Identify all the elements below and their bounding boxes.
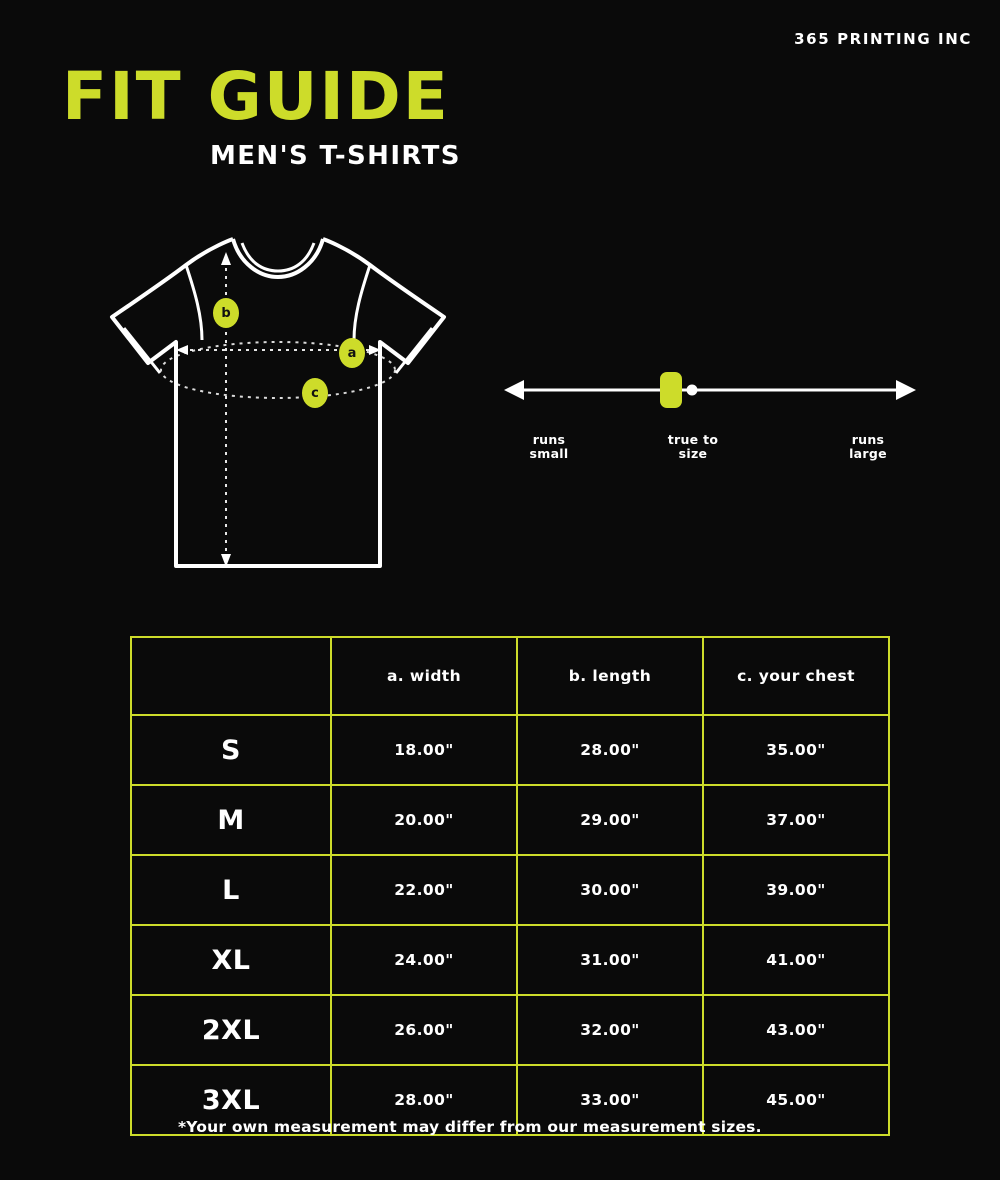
tshirt-diagram — [90, 220, 490, 590]
row-size: S — [131, 715, 331, 785]
row-length: 32.00" — [517, 995, 703, 1065]
fit-scale-label-runs-large-line2: large — [849, 446, 887, 462]
table-header-row — [131, 637, 889, 715]
size-chart — [130, 636, 890, 1136]
badge-a-width: a — [339, 338, 365, 368]
row-width: 22.00" — [331, 855, 517, 925]
row-width: 18.00" — [331, 715, 517, 785]
fit-scale-marker — [660, 372, 682, 408]
fit-scale-label-runs-small-line2: small — [529, 446, 569, 462]
fit-scale-label-true-line1: true to — [667, 432, 719, 447]
fit-scale-label-runs-small-line1: runs — [532, 432, 566, 447]
row-width: 28.00" — [331, 1065, 517, 1135]
fit-scale-dot — [687, 385, 698, 396]
row-width: 26.00" — [331, 995, 517, 1065]
row-chest: 43.00" — [703, 995, 889, 1065]
page-subtitle: MEN'S T-SHIRTS — [210, 141, 461, 171]
row-size: 3XL — [131, 1065, 331, 1135]
row-chest: 35.00" — [703, 715, 889, 785]
row-size: 2XL — [131, 995, 331, 1065]
row-width: 20.00" — [331, 785, 517, 855]
row-length: 31.00" — [517, 925, 703, 995]
fit-scale-label-true-line2: size — [678, 446, 708, 462]
row-length: 30.00" — [517, 855, 703, 925]
badge-b-length: b — [213, 298, 239, 328]
row-length: 28.00" — [517, 715, 703, 785]
table-row — [131, 995, 889, 1065]
table-header-chest: c. your chest — [703, 637, 889, 715]
fit-scale-label-runs-large — [823, 433, 913, 462]
table-header-width: a. width — [331, 637, 517, 715]
table-header-length: b. length — [517, 637, 703, 715]
fit-scale-label-runs-large-line1: runs — [851, 432, 885, 447]
table-row — [131, 785, 889, 855]
table-row — [131, 715, 889, 785]
page-title: FIT GUIDE — [62, 58, 450, 135]
table-row — [131, 855, 889, 925]
fit-scale-axis — [500, 355, 920, 425]
row-size: L — [131, 855, 331, 925]
row-length: 33.00" — [517, 1065, 703, 1135]
row-width: 24.00" — [331, 925, 517, 995]
fit-scale — [500, 355, 920, 475]
table-header-blank — [131, 637, 331, 715]
row-length: 29.00" — [517, 785, 703, 855]
fit-scale-label-true-to-size — [648, 433, 738, 462]
row-chest: 45.00" — [703, 1065, 889, 1135]
row-chest: 39.00" — [703, 855, 889, 925]
table-row — [131, 925, 889, 995]
fit-scale-label-runs-small — [504, 433, 594, 462]
size-table — [130, 636, 890, 1136]
row-size: XL — [131, 925, 331, 995]
tshirt-illustration — [90, 220, 490, 590]
brand-name: 365 PRINTING INC — [794, 30, 972, 48]
footnote: *Your own measurement may differ from our measurement sizes. — [178, 1118, 762, 1136]
row-size: M — [131, 785, 331, 855]
row-chest: 41.00" — [703, 925, 889, 995]
badge-c-chest: c — [302, 378, 328, 408]
row-chest: 37.00" — [703, 785, 889, 855]
